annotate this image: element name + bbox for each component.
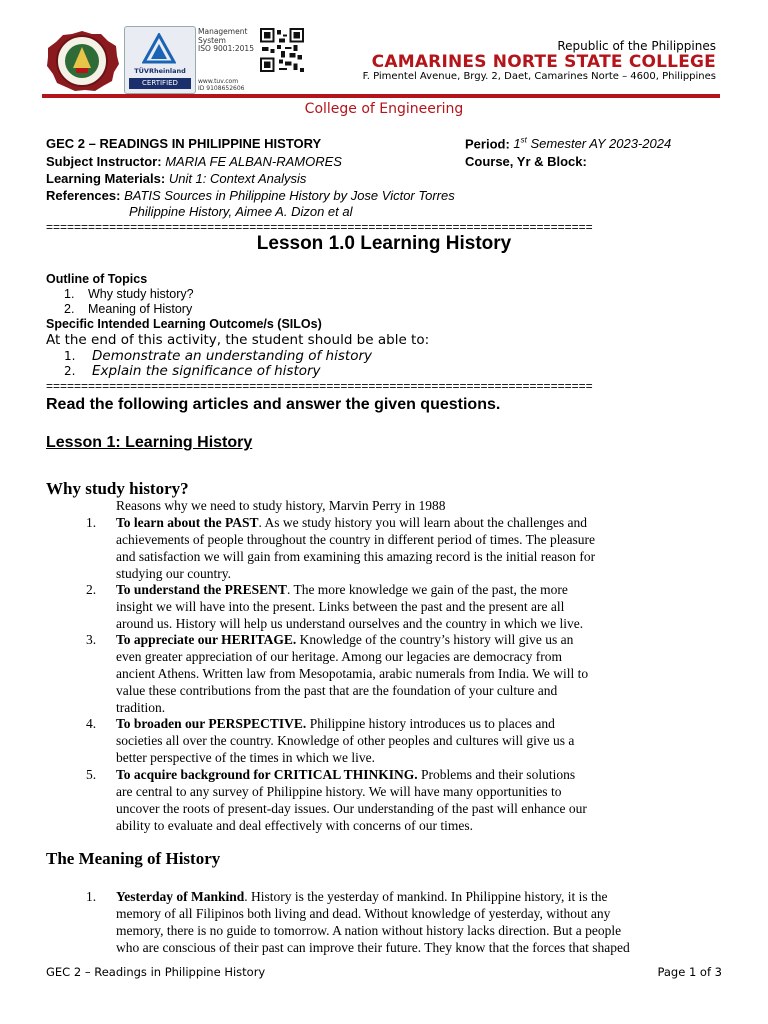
header-divider: [42, 94, 720, 98]
instructor-line: [46, 154, 342, 169]
silo-item: 2. Explain the significance of history: [64, 363, 321, 379]
why-item: To acquire background for CRITICAL THINKING. Problems and their solutions are central to any survey of Philippine history. We will have many opportunities to uncover the roots of present-day issues. Our understanding of the past will enhance our ability to evaluate and deal effectively with concerns of our times.: [116, 767, 587, 833]
qr-code-icon: [260, 28, 304, 72]
why-heading: Why study history?: [46, 479, 189, 498]
separator-line: ==============================================================================: [46, 221, 593, 233]
period-line: [465, 136, 671, 151]
instruction-text: Read the following articles and answer the given questions.: [46, 396, 501, 413]
outline-heading: Outline of Topics: [46, 272, 148, 286]
why-item: To learn about the PAST. As we study history you will learn about the challenges and achievements of people throughout the country in different period of times. The pleasure and satisfaction we will gain from examining this amazing record is the initial reason for studying our country.: [116, 515, 596, 581]
lesson-title: Lesson 1.0 Learning History: [256, 233, 512, 254]
tuv-certified-label: CERTIFIED: [129, 78, 191, 89]
meaning-item: Yesterday of Mankind. History is the yesterday of mankind. In Philippine history, it is the memory of all Filipinos both living and dead. Without knowledge of yesterday, without any memory, there is no guide to tomorrow. A nation without history lacks direction. But a people who are conscious of their past can improve their future. They know that the forces that shaped: [116, 889, 630, 955]
republic-text: Republic of the Philippines: [557, 39, 716, 53]
college-seal-logo: [44, 30, 120, 92]
footer-page-number: Page 1 of 3: [657, 965, 722, 979]
silo-item: 1. Demonstrate an understanding of history: [64, 348, 372, 364]
course-code-title: GEC 2 – READINGS IN PHILIPPINE HISTORY: [46, 136, 322, 151]
tuv-url-id-text: www.tuv.com ID 9108652606: [198, 78, 245, 92]
silo-intro: At the end of this activity, the student should be able to:: [46, 332, 430, 348]
meaning-item-number: 1.: [86, 889, 97, 904]
meaning-heading: The Meaning of History: [46, 849, 221, 868]
lesson-heading: Lesson 1: Learning History: [46, 434, 253, 451]
footer-course: GEC 2 – Readings in Philippine History: [46, 965, 266, 979]
outline-item: 2. Meaning of History: [64, 302, 193, 316]
why-item-number: 4.: [86, 716, 97, 731]
college-name: CAMARINES NORTE STATE COLLEGE: [371, 52, 716, 72]
references-label: References:: [46, 188, 121, 203]
why-intro: Reasons why we need to study history, Marvin Perry in 1988: [116, 498, 446, 513]
instructor-label: Subject Instructor:: [46, 154, 162, 169]
why-item-number: 5.: [86, 767, 97, 782]
tuv-triangle-icon: [142, 33, 176, 65]
tuv-brand-text: TÜVRheinland: [134, 67, 186, 75]
reference-1: BATIS Sources in Philippine History by Jose Victor Torres: [124, 188, 455, 203]
course-block-label: Course, Yr & Block:: [465, 154, 587, 169]
why-item-number: 1.: [86, 515, 97, 530]
reference-2: Philippine History, Aimee A. Dizon et al: [129, 204, 353, 219]
instructor-name: MARIA FE ALBAN-RAMORES: [165, 154, 342, 169]
period-label: Period:: [465, 136, 510, 152]
separator-line: ==============================================================================: [46, 380, 593, 392]
why-item: To appreciate our HERITAGE. Knowledge of the country’s history will give us an even greater appreciation of our heritage. Among our legacies are democracy from ancient Athens. Written law from Mesopotamia, arabic numerals from India. We will to value these contributions from the past that are the foundation of your culture and tradition.: [116, 632, 589, 715]
tuv-certification-badge: [124, 26, 196, 94]
period-value: 1st Semester AY 2023-2024: [513, 136, 672, 152]
materials-label: Learning Materials:: [46, 171, 166, 186]
why-item-number: 3.: [86, 632, 97, 647]
silo-heading: Specific Intended Learning Outcome/s (SILOs): [46, 317, 322, 331]
why-item-number: 2.: [86, 582, 97, 597]
references-line: [46, 188, 455, 203]
materials-value: Unit 1: Context Analysis: [168, 171, 307, 186]
outline-item: 1. Why study history?: [64, 287, 194, 301]
why-item: To understand the PRESENT. The more knowledge we gain of the past, the more insight we will have into the present. Links between the past and the present are all around us. History will help us understand ourselves and the country in which we live.: [116, 582, 584, 631]
why-item: To broaden our PERSPECTIVE. Philippine history introduces us to places and societies all over the country. Knowledge of other peoples and cultures will give us a better perspective of the times in which we live.: [116, 716, 575, 765]
department-name: College of Engineering: [304, 101, 464, 117]
college-address: F. Pimentel Avenue, Brgy. 2, Daet, Camarines Norte – 4600, Philippines: [362, 71, 716, 82]
materials-line: [46, 171, 306, 186]
management-system-text: Management System ISO 9001:2015: [198, 27, 254, 54]
